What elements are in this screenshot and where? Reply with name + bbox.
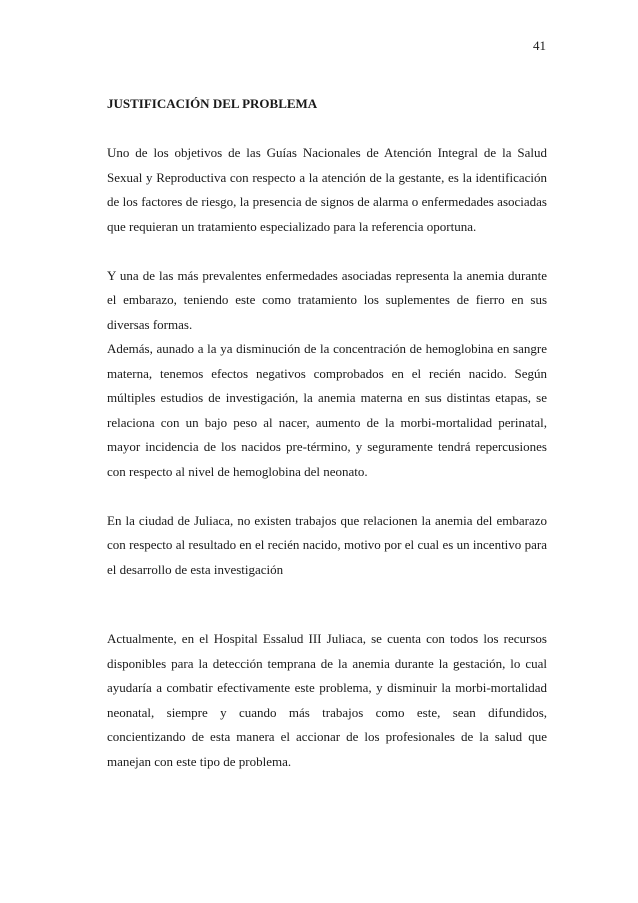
paragraph-spacer [107,239,547,264]
paragraph-spacer [107,582,547,627]
paragraph-objectives: Uno de los objetivos de las Guías Nacionales de Atención Integral de la Salud Sexual y Reproductiva con respecto a la atención de la gestante, es la identificación de los factores de riesgo, la presencia de signos de alarma o enfermedades asociadas que requieran un tratamiento especializado para la referencia oportuna. [107,145,547,234]
section-heading: JUSTIFICACIÓN DEL PROBLEMA [107,96,318,111]
paragraph-prevalence: Y una de las más prevalentes enfermedades asociadas representa la anemia durante el embarazo, teniendo este como tratamiento los suplementes de fierro en sus diversas formas. [107,267,547,332]
paragraph-spacer [107,484,547,509]
document-body [107,92,547,774]
paragraph-effects: Además, aunado a la ya disminución de la concentración de hemoglobina en sangre materna, tenemos efectos negativos comprobados en el recién nacido. Según múltiples estudios de investigación, la anemia materna en sus distintas etapas, se relaciona con un bajo peso al nacer, aumento de la morbi-mortalidad perinatal, mayor incidencia de los nacidos pre-término, y seguramente tendrá repercusiones con respecto al nivel de hemoglobina del neonato. [107,341,547,479]
paragraph-hospital: Actualmente, en el Hospital Essalud III Juliaca, se cuenta con todos los recursos disponibles para la detección temprana de la anemia durante la gestación, lo cual ayudaría a combatir efectivamente este problema, y disminuir la morbi-mortalidad neonatal, siempre y cuando más trabajos como este, sean difundidos, concientizando de esta manera el accionar de los profesionales de la salud que manejan con este tipo de problema. [107,631,547,769]
page-number: 41 [533,38,546,53]
paragraph-juliaca: En la ciudad de Juliaca, no existen trabajos que relacionen la anemia del embarazo con respecto al resultado en el recién nacido, motivo por el cual es un incentivo para el desarrollo de esta investigación [107,512,547,577]
